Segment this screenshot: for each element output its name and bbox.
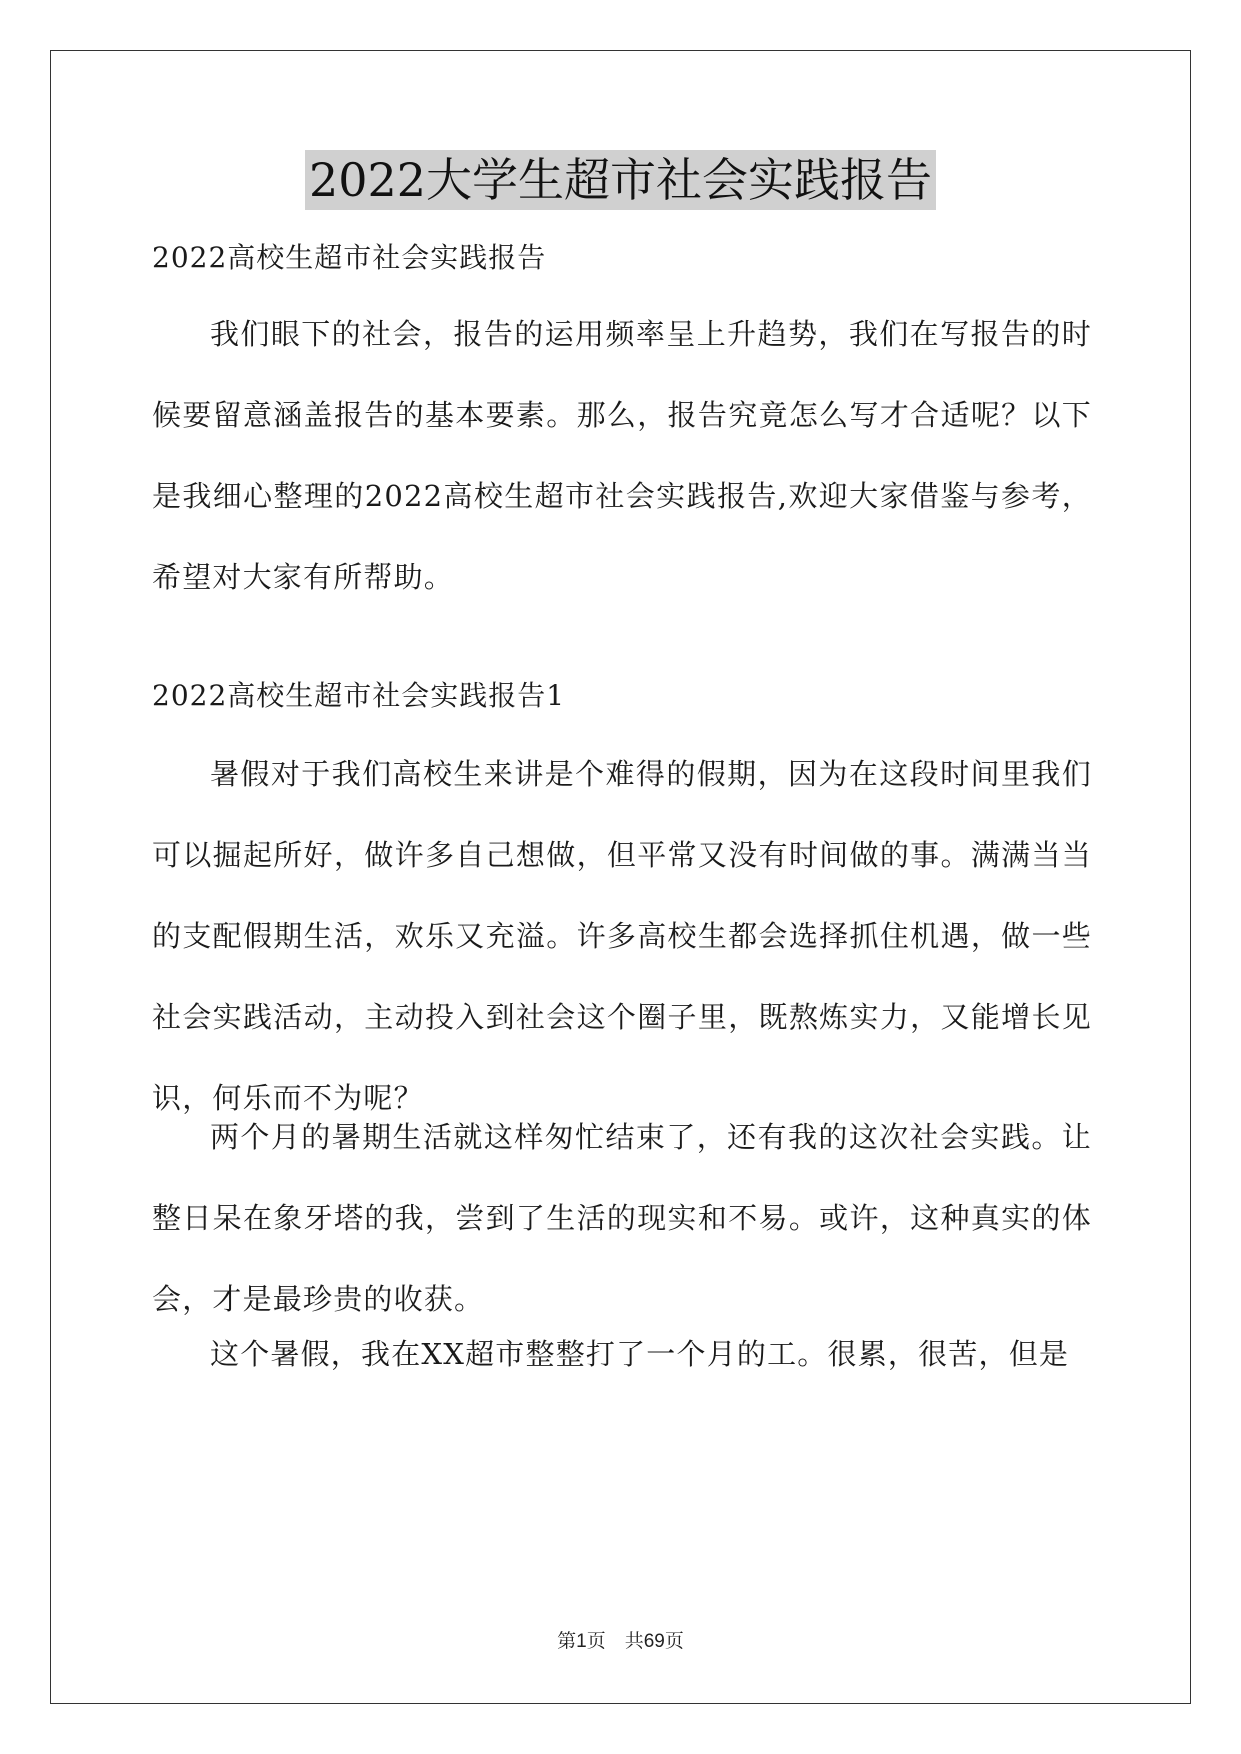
body-paragraph-3: 这个暑假，我在XX超市整整打了一个月的工。很累，很苦，但是: [210, 1337, 1070, 1371]
footer-page-suffix: 页: [664, 1630, 684, 1652]
body-paragraph-2: 两个月的暑期生活就这样匆忙结束了，还有我的这次社会实践。让整日呆在象牙塔的我，尝到了生活的现实和不易。或许，这种真实的体会，才是最珍贵的收获。: [152, 1120, 1092, 1316]
body-paragraph-1: 暑假对于我们高校生来讲是个难得的假期，因为在这段时间里我们可以掘起所好，做许多自己想做，但平常又没有时间做的事。满满当当的支配假期生活，欢乐又充溢。许多高校生都会选择抓住机遇，做一些社会实践活动，主动投入到社会这个圈子里，既熬炼实力，又能增长见识，何乐而不为呢？: [152, 757, 1092, 1115]
footer-page-mid: 页 共: [586, 1630, 644, 1652]
footer-total-pages: 69: [643, 1631, 665, 1652]
intro-paragraph: 我们眼下的社会，报告的运用频率呈上升趋势，我们在写报告的时候要留意涵盖报告的基本要素。那么，报告究竟怎么写才合适呢？以下是我细心整理的2022高校生超市社会实践报告,欢迎大家借鉴与参考，希望对大家有所帮助。: [152, 317, 1092, 594]
footer-page-prefix: 第: [557, 1630, 577, 1652]
footer-page-number: 1: [576, 1631, 587, 1652]
document-subtitle: 2022高校生超市社会实践报告: [152, 241, 547, 274]
document-title: 2022大学生超市社会实践报告: [305, 150, 936, 210]
section-heading: 2022高校生超市社会实践报告1: [152, 679, 566, 712]
title-container: [0, 150, 1241, 210]
page-footer: [0, 1629, 1241, 1654]
